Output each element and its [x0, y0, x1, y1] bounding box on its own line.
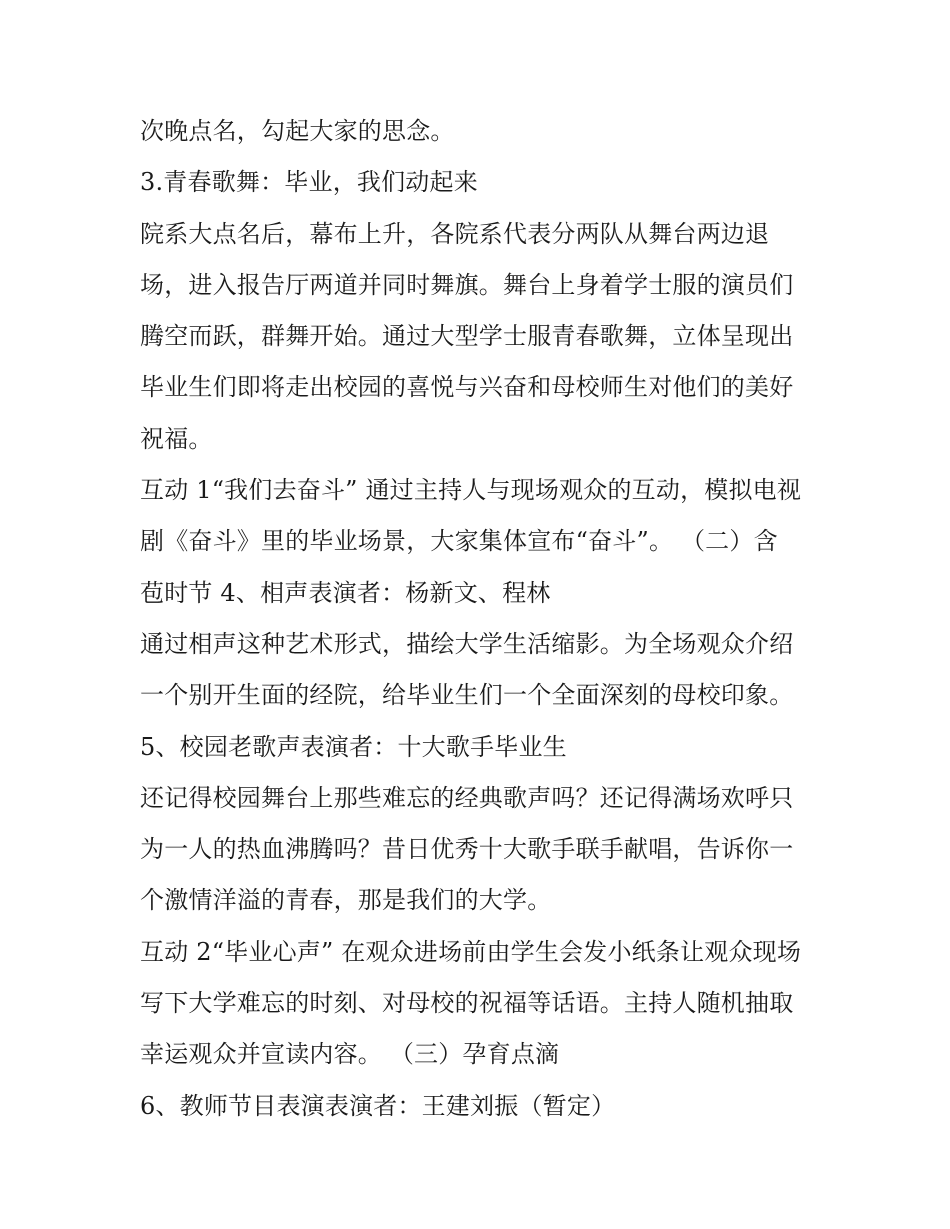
- section-heading: 苞时节 4、相声表演者：杨新文、程林: [140, 578, 551, 607]
- section-heading: 6、教师节目表演表演者：王建刘振（暂定）: [140, 1091, 616, 1120]
- text-line: 场，进入报告厅两道并同时舞旗。舞台上身着学士服的演员们: [140, 270, 794, 299]
- text-line: 毕业生们即将走出校园的喜悦与兴奋和母校师生对他们的美好: [140, 373, 794, 402]
- text-line: 写下大学难忘的时刻、对母校的祝福等话语。主持人随机抽取: [140, 989, 794, 1018]
- text-line: 腾空而跃，群舞开始。通过大型学士服青春歌舞，立体呈现出: [140, 322, 794, 351]
- section-heading: 5、校园老歌声表演者：十大歌手毕业生: [140, 732, 567, 761]
- text-line: 互动 1“我们去奋斗” 通过主持人与现场观众的互动，模拟电视: [140, 476, 802, 505]
- text-line: 剧《奋斗》里的毕业场景，大家集体宣布“奋斗”。 （二）含: [140, 527, 778, 556]
- text-line: 一个别开生面的经院，给毕业生们一个全面深刻的母校印象。: [140, 681, 794, 710]
- text-line: 次晚点名，勾起大家的思念。: [140, 117, 455, 145]
- text-line: 互动 2“毕业心声” 在观众进场前由学生会发小纸条让观众现场: [140, 937, 802, 966]
- section-heading: 3.青春歌舞：毕业，我们动起来: [140, 168, 478, 197]
- text-line: 还记得校园舞台上那些难忘的经典歌声吗？还记得满场欢呼只: [140, 783, 794, 812]
- text-line: 个激情洋溢的青春，那是我们的大学。: [140, 886, 552, 915]
- text-line: 为一人的热血沸腾吗？昔日优秀十大歌手联手献唱，告诉你一: [140, 835, 794, 864]
- document-body: [140, 106, 820, 1132]
- text-line: 院系大点名后，幕布上升，各院系代表分两队从舞台两边退: [140, 219, 770, 248]
- text-line: 祝福。: [140, 424, 213, 453]
- text-line: 通过相声这种艺术形式，描绘大学生活缩影。为全场观众介绍: [140, 629, 794, 658]
- text-line: 幸运观众并宣读内容。 （三）孕育点滴: [140, 1040, 560, 1069]
